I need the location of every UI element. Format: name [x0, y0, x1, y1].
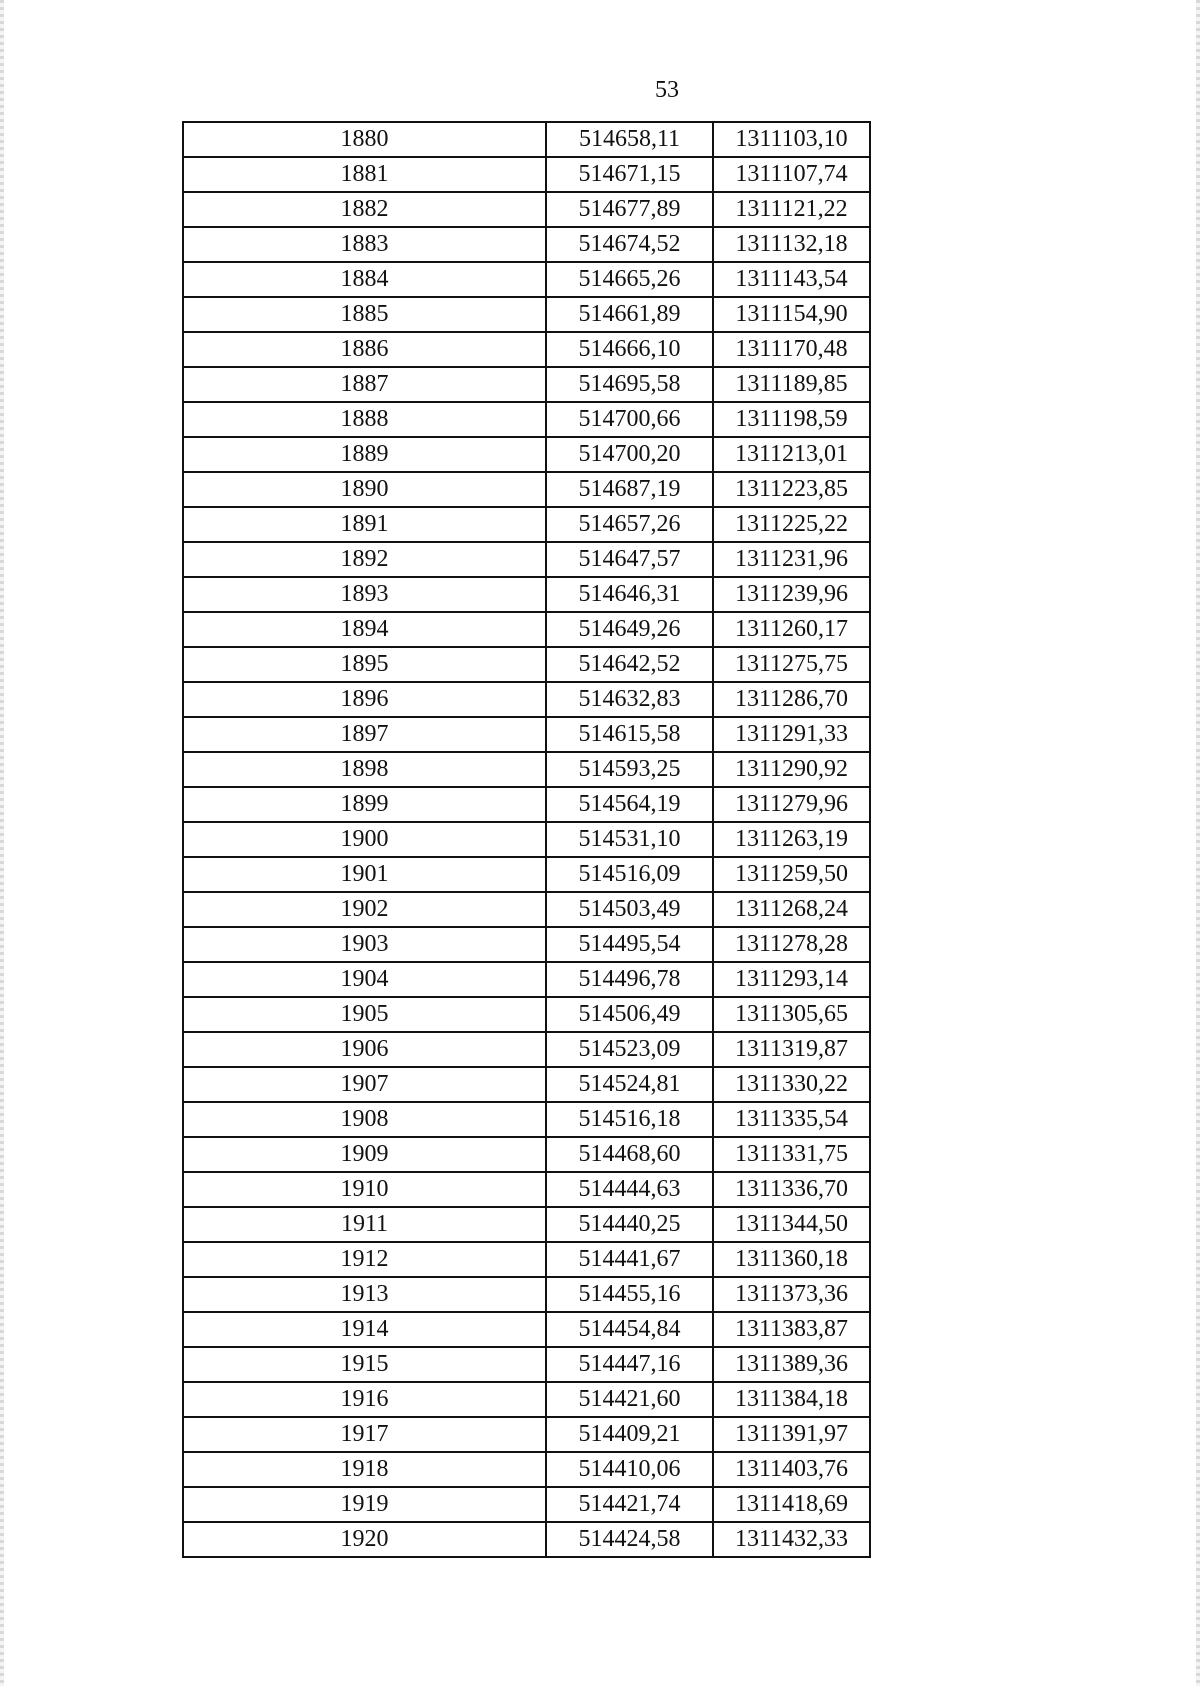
x-coordinate-cell: 514424,58: [546, 1522, 713, 1557]
y-coordinate-cell: 1311432,33: [713, 1522, 870, 1557]
point-number-cell: 1880: [183, 122, 546, 157]
x-coordinate-cell: 514516,09: [546, 857, 713, 892]
y-coordinate-cell: 1311225,22: [713, 507, 870, 542]
coordinates-table: [182, 121, 871, 1558]
point-number-cell: 1892: [183, 542, 546, 577]
y-coordinate-cell: 1311107,74: [713, 157, 870, 192]
x-coordinate-cell: 514646,31: [546, 577, 713, 612]
table-row: [183, 997, 870, 1032]
point-number-cell: 1907: [183, 1067, 546, 1102]
y-coordinate-cell: 1311373,36: [713, 1277, 870, 1312]
x-coordinate-cell: 514666,10: [546, 332, 713, 367]
x-coordinate-cell: 514674,52: [546, 227, 713, 262]
y-coordinate-cell: 1311198,59: [713, 402, 870, 437]
x-coordinate-cell: 514695,58: [546, 367, 713, 402]
y-coordinate-cell: 1311384,18: [713, 1382, 870, 1417]
table-row: [183, 1032, 870, 1067]
x-coordinate-cell: 514410,06: [546, 1452, 713, 1487]
y-coordinate-cell: 1311154,90: [713, 297, 870, 332]
x-coordinate-cell: 514523,09: [546, 1032, 713, 1067]
y-coordinate-cell: 1311121,22: [713, 192, 870, 227]
y-coordinate-cell: 1311383,87: [713, 1312, 870, 1347]
y-coordinate-cell: 1311418,69: [713, 1487, 870, 1522]
x-coordinate-cell: 514700,20: [546, 437, 713, 472]
x-coordinate-cell: 514632,83: [546, 682, 713, 717]
table-row: [183, 507, 870, 542]
x-coordinate-cell: 514454,84: [546, 1312, 713, 1347]
point-number-cell: 1902: [183, 892, 546, 927]
x-coordinate-cell: 514649,26: [546, 612, 713, 647]
point-number-cell: 1897: [183, 717, 546, 752]
table-row: [183, 752, 870, 787]
x-coordinate-cell: 514677,89: [546, 192, 713, 227]
y-coordinate-cell: 1311335,54: [713, 1102, 870, 1137]
y-coordinate-cell: 1311389,36: [713, 1347, 870, 1382]
point-number-cell: 1884: [183, 262, 546, 297]
y-coordinate-cell: 1311239,96: [713, 577, 870, 612]
x-coordinate-cell: 514647,57: [546, 542, 713, 577]
table-row: [183, 857, 870, 892]
table-row: [183, 1102, 870, 1137]
y-coordinate-cell: 1311189,85: [713, 367, 870, 402]
table-row: [183, 577, 870, 612]
table-row: [183, 192, 870, 227]
x-coordinate-cell: 514506,49: [546, 997, 713, 1032]
point-number-cell: 1883: [183, 227, 546, 262]
y-coordinate-cell: 1311223,85: [713, 472, 870, 507]
point-number-cell: 1905: [183, 997, 546, 1032]
table-row: [183, 1207, 870, 1242]
point-number-cell: 1919: [183, 1487, 546, 1522]
point-number-cell: 1910: [183, 1172, 546, 1207]
y-coordinate-cell: 1311290,92: [713, 752, 870, 787]
y-coordinate-cell: 1311330,22: [713, 1067, 870, 1102]
scan-edge-left: [0, 0, 4, 1686]
y-coordinate-cell: 1311279,96: [713, 787, 870, 822]
scan-edge-right: [1196, 0, 1200, 1686]
table-row: [183, 472, 870, 507]
y-coordinate-cell: 1311132,18: [713, 227, 870, 262]
y-coordinate-cell: 1311170,48: [713, 332, 870, 367]
table-row: [183, 227, 870, 262]
table-row: [183, 1347, 870, 1382]
x-coordinate-cell: 514657,26: [546, 507, 713, 542]
y-coordinate-cell: 1311268,24: [713, 892, 870, 927]
y-coordinate-cell: 1311391,97: [713, 1417, 870, 1452]
table-row: [183, 1067, 870, 1102]
y-coordinate-cell: 1311319,87: [713, 1032, 870, 1067]
x-coordinate-cell: 514495,54: [546, 927, 713, 962]
coordinates-table-body: [183, 122, 870, 1557]
y-coordinate-cell: 1311143,54: [713, 262, 870, 297]
x-coordinate-cell: 514468,60: [546, 1137, 713, 1172]
table-row: [183, 927, 870, 962]
x-coordinate-cell: 514665,26: [546, 262, 713, 297]
page-number: 53: [655, 77, 679, 103]
table-row: [183, 1417, 870, 1452]
y-coordinate-cell: 1311403,76: [713, 1452, 870, 1487]
table-row: [183, 962, 870, 997]
point-number-cell: 1912: [183, 1242, 546, 1277]
table-row: [183, 402, 870, 437]
point-number-cell: 1887: [183, 367, 546, 402]
point-number-cell: 1915: [183, 1347, 546, 1382]
x-coordinate-cell: 514615,58: [546, 717, 713, 752]
x-coordinate-cell: 514440,25: [546, 1207, 713, 1242]
point-number-cell: 1904: [183, 962, 546, 997]
y-coordinate-cell: 1311259,50: [713, 857, 870, 892]
point-number-cell: 1894: [183, 612, 546, 647]
point-number-cell: 1918: [183, 1452, 546, 1487]
y-coordinate-cell: 1311331,75: [713, 1137, 870, 1172]
point-number-cell: 1885: [183, 297, 546, 332]
x-coordinate-cell: 514516,18: [546, 1102, 713, 1137]
y-coordinate-cell: 1311360,18: [713, 1242, 870, 1277]
x-coordinate-cell: 514593,25: [546, 752, 713, 787]
point-number-cell: 1899: [183, 787, 546, 822]
x-coordinate-cell: 514661,89: [546, 297, 713, 332]
point-number-cell: 1911: [183, 1207, 546, 1242]
point-number-cell: 1882: [183, 192, 546, 227]
x-coordinate-cell: 514447,16: [546, 1347, 713, 1382]
table-row: [183, 1172, 870, 1207]
table-row: [183, 437, 870, 472]
point-number-cell: 1898: [183, 752, 546, 787]
table-row: [183, 787, 870, 822]
point-number-cell: 1909: [183, 1137, 546, 1172]
point-number-cell: 1914: [183, 1312, 546, 1347]
x-coordinate-cell: 514700,66: [546, 402, 713, 437]
x-coordinate-cell: 514496,78: [546, 962, 713, 997]
y-coordinate-cell: 1311305,65: [713, 997, 870, 1032]
point-number-cell: 1903: [183, 927, 546, 962]
table-row: [183, 1522, 870, 1557]
x-coordinate-cell: 514658,11: [546, 122, 713, 157]
point-number-cell: 1888: [183, 402, 546, 437]
x-coordinate-cell: 514409,21: [546, 1417, 713, 1452]
table-row: [183, 297, 870, 332]
y-coordinate-cell: 1311291,33: [713, 717, 870, 752]
point-number-cell: 1895: [183, 647, 546, 682]
point-number-cell: 1908: [183, 1102, 546, 1137]
x-coordinate-cell: 514671,15: [546, 157, 713, 192]
y-coordinate-cell: 1311336,70: [713, 1172, 870, 1207]
x-coordinate-cell: 514444,63: [546, 1172, 713, 1207]
table-row: [183, 822, 870, 857]
table-row: [183, 892, 870, 927]
point-number-cell: 1890: [183, 472, 546, 507]
point-number-cell: 1916: [183, 1382, 546, 1417]
point-number-cell: 1906: [183, 1032, 546, 1067]
table-row: [183, 542, 870, 577]
table-row: [183, 1277, 870, 1312]
point-number-cell: 1917: [183, 1417, 546, 1452]
table-row: [183, 612, 870, 647]
point-number-cell: 1900: [183, 822, 546, 857]
y-coordinate-cell: 1311278,28: [713, 927, 870, 962]
x-coordinate-cell: 514531,10: [546, 822, 713, 857]
table-row: [183, 1487, 870, 1522]
point-number-cell: 1886: [183, 332, 546, 367]
x-coordinate-cell: 514441,67: [546, 1242, 713, 1277]
y-coordinate-cell: 1311103,10: [713, 122, 870, 157]
table-row: [183, 717, 870, 752]
point-number-cell: 1889: [183, 437, 546, 472]
y-coordinate-cell: 1311344,50: [713, 1207, 870, 1242]
table-row: [183, 1452, 870, 1487]
table-row: [183, 122, 870, 157]
table-row: [183, 367, 870, 402]
table-row: [183, 332, 870, 367]
table-row: [183, 157, 870, 192]
point-number-cell: 1896: [183, 682, 546, 717]
x-coordinate-cell: 514687,19: [546, 472, 713, 507]
y-coordinate-cell: 1311293,14: [713, 962, 870, 997]
y-coordinate-cell: 1311286,70: [713, 682, 870, 717]
point-number-cell: 1881: [183, 157, 546, 192]
y-coordinate-cell: 1311260,17: [713, 612, 870, 647]
x-coordinate-cell: 514524,81: [546, 1067, 713, 1102]
point-number-cell: 1891: [183, 507, 546, 542]
table-row: [183, 1382, 870, 1417]
point-number-cell: 1901: [183, 857, 546, 892]
x-coordinate-cell: 514642,52: [546, 647, 713, 682]
y-coordinate-cell: 1311263,19: [713, 822, 870, 857]
table-row: [183, 1312, 870, 1347]
point-number-cell: 1913: [183, 1277, 546, 1312]
table-row: [183, 1137, 870, 1172]
x-coordinate-cell: 514421,74: [546, 1487, 713, 1522]
point-number-cell: 1920: [183, 1522, 546, 1557]
y-coordinate-cell: 1311231,96: [713, 542, 870, 577]
y-coordinate-cell: 1311275,75: [713, 647, 870, 682]
x-coordinate-cell: 514564,19: [546, 787, 713, 822]
table-row: [183, 262, 870, 297]
table-row: [183, 682, 870, 717]
point-number-cell: 1893: [183, 577, 546, 612]
x-coordinate-cell: 514455,16: [546, 1277, 713, 1312]
table-row: [183, 1242, 870, 1277]
y-coordinate-cell: 1311213,01: [713, 437, 870, 472]
x-coordinate-cell: 514503,49: [546, 892, 713, 927]
x-coordinate-cell: 514421,60: [546, 1382, 713, 1417]
table-row: [183, 647, 870, 682]
